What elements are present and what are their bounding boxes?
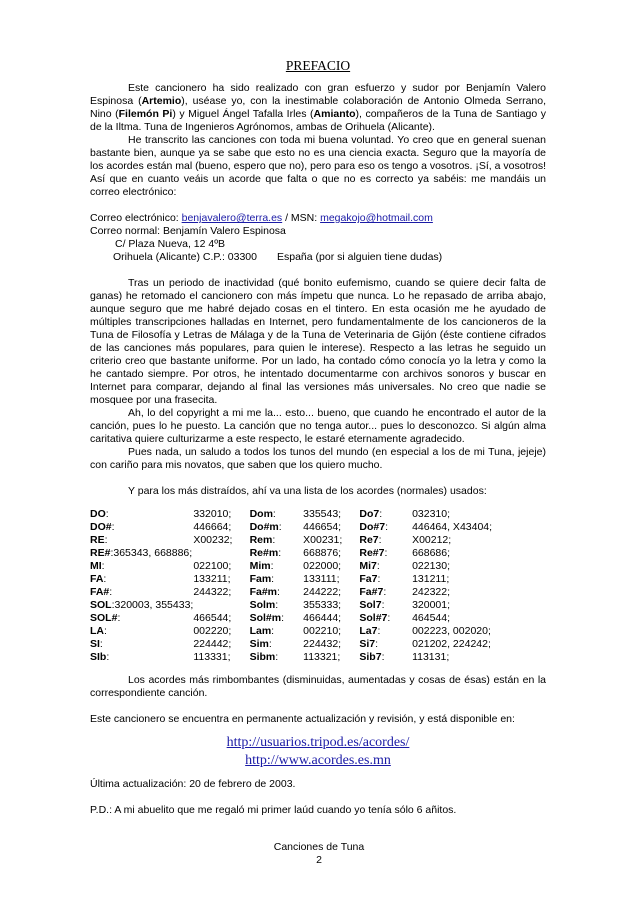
chord-name: LA [90, 625, 104, 637]
chord-fingering: 446654; [303, 521, 342, 533]
chord-name: Dom [249, 508, 273, 520]
chord-name: Rem [249, 534, 273, 546]
chord-name: Sol7 [359, 599, 382, 611]
chord-name: Fa#m [249, 586, 278, 598]
body-paragraph-5: Pues nada, un saludo a todos los tunos del mundo (en especial a los de mi Tuna, jejeje) con cariño para mis novatos, que saben que los quiero mucho. [90, 446, 546, 471]
chord-fingering: 133211; [193, 573, 231, 585]
chord-fingering: 320001; [412, 599, 451, 611]
chord-fingering: 244222; [303, 586, 342, 598]
chord-fingering: X00212; [412, 534, 452, 546]
chord-name: Sib7 [359, 651, 382, 663]
closing-paragraph-8: Este cancionero se encuentra en permanente actualización y revisión, y está disponible en: [90, 713, 515, 725]
postal-country: España (por si alguien tiene dudas) [276, 251, 443, 263]
chord-name: Re#7 [359, 547, 385, 559]
closing-paragraph-7: Los acordes más rimbombantes (disminuidas, aumentadas y cosas de ésas) están en la correspondiente canción. [90, 674, 546, 699]
chord-fingering: 021202, 224242; [412, 638, 491, 650]
chord-fingering: 113321; [303, 651, 341, 663]
body-paragraph-4: Ah, lo del copyright a mi me la... esto... bueno, que cuando he encontrado el autor de la canción, pues lo he puesto. La canción que no tenga autor... pues lo desconozco. Si algún alma caritativa quiere culturizarme a este respecto, le estaré eternamente agradecido. [90, 407, 546, 445]
chord-fingering: 032310; [412, 508, 451, 520]
chord-fingering: 446464, X43404; [412, 521, 493, 533]
chord-fingering: 002220; [193, 625, 232, 637]
chord-row: SOL:320003, 355433; Solm: 355333; Sol7: 320001; [90, 599, 546, 612]
chord-fingering: 466444; [303, 612, 342, 624]
chords-intro: Y para los más distraídos, ahí va una lista de los acordes (normales) usados: [128, 485, 487, 497]
email-link[interactable]: benjavalero@terra.es [181, 212, 283, 224]
chord-fingering: 022100; [193, 560, 232, 572]
chord-fingering: 242322; [412, 586, 451, 598]
chords-table [90, 508, 546, 664]
chord-fingering [193, 599, 249, 612]
chord-name: SIb [90, 651, 107, 663]
intro-paragraph-1: Este cancionero ha sido realizado con gran esfuerzo y sudor por Benjamín Valero Espinosa (Artemio), uséase yo, con la inestimable colaboración de Antonio Olmeda Serrano, Nino (Filemón Pi) y Miguel Ángel Tafalla Irles (Amianto), compañeros de la Tuna de Santiago y de la Iltma. Tuna de Ingenieros Agrónomos, ambas de Orihuela (Alicante). [90, 82, 547, 133]
chord-fingering: 022130; [412, 560, 451, 572]
chord-fingering: X00231; [303, 534, 343, 546]
chord-name: Sol#m [249, 612, 282, 624]
chord-name: Sibm [249, 651, 276, 663]
chord-name: SOL [90, 599, 112, 611]
chord-fingering: 464544; [412, 612, 451, 624]
chord-fingering: 131211; [412, 573, 450, 585]
chord-row: SOL#: 466544; Sol#m: 466444; Sol#7: 464544; [90, 612, 546, 625]
chord-name: Solm [249, 599, 276, 611]
chord-fingering: 335543; [303, 508, 342, 520]
chord-fingering: 002223, 002020; [412, 625, 491, 637]
chord-row: RE#:365343, 668886; Re#m: 668876; Re#7: 668686; [90, 547, 546, 560]
chord-name: Re7 [359, 534, 379, 546]
chord-fingering: 355333; [303, 599, 342, 611]
chord-name: RE# [90, 547, 111, 559]
chord-fingering: X00232; [193, 534, 233, 546]
page-title: PREFACIO [285, 58, 351, 73]
chord-fingering: 446664; [193, 521, 232, 533]
url-link-2[interactable]: http://www.acordes.es.mn [245, 753, 391, 768]
chord-name: Lam [249, 625, 272, 637]
chord-row: MI: 022100; Mim: 022000; Mi7: 022130; [90, 560, 546, 573]
chord-row: DO#: 446664; Do#m: 446654; Do#7: 446464, X43404; [90, 521, 546, 534]
chord-row: SI: 224442; Sim: 224432; Si7: 021202, 224242; [90, 638, 546, 651]
postal-street: C/ Plaza Nueva, 12 4ºB [115, 238, 226, 250]
intro-paragraph-2: He transcrito las canciones con toda mi buena voluntad. Yo creo que en general suenan bastante bien, aunque ya se sabe que esto no es una ciencia exacta. Seguro que la mayoría de los acordes están mal (bueno, espero que no), pero para eso os tengo a vosotros. ¡Sí, a vosotros! Así que en cuanto veáis un acorde que falta o que no es correcto ya sabéis: me mandáis un correo electrónico: [90, 134, 546, 198]
chord-name: La7 [359, 625, 378, 637]
chord-name: SI [90, 638, 100, 650]
chord-name: Mim [249, 560, 271, 572]
page-footer [0, 841, 638, 867]
chord-fingering [193, 547, 249, 560]
chord-row: RE: X00232; Rem: X00231; Re7: X00212; [90, 534, 546, 547]
chord-fingering: 668686; [412, 547, 451, 559]
chord-name: Fa7 [359, 573, 378, 585]
chord-row: LA: 002220; Lam: 002210; La7: 002223, 002020; [90, 625, 546, 638]
last-update: Última actualización: 20 de febrero de 2003. [90, 778, 296, 790]
postal-label: Correo normal: Benjamín Valero Espinosa [90, 225, 286, 237]
chord-name: FA# [90, 586, 110, 598]
msn-link[interactable]: megakojo@hotmail.com [320, 212, 433, 224]
body-paragraph-3: Tras un periodo de inactividad (qué bonito eufemismo, cuando se quiere decir falta de ganas) he retomado el cancionero con más ímpetu que nunca. Lo he repasado de arriba abajo, aunque seguro que me habré dejado cosas en el tintero. En esta ocasión me he ayudado de múltiples transcripciones halladas en Internet, pero fundamentalmente de los cancioneros de la Tuna de Filosofía y Letras de Málaga y de la Tuna de Veterinaria de Gijón (éste contiene cifrados de las canciones más populares, para quien le interese). Respecto a las letras he seguido un criterio creo que bastante uniforme. Por un lado, ha contado cómo conocía yo la letra y como la he cantado siempre. Por otros, he intentado documentarme con archivos sonoros y buscar en Internet para comparar, dejando al final las versiones más universales. No creo que nadie se mosquee por una frasecita. [90, 277, 546, 406]
chord-name: RE [90, 534, 105, 546]
chord-name: Si7 [359, 638, 376, 650]
postal-city: Orihuela (Alicante) C.P.: 03300 España (por si alguien tiene dudas) [113, 251, 443, 263]
chord-fingering: 224432; [303, 638, 342, 650]
chord-row: DO: 332010; Dom: 335543; Do7: 032310; [90, 508, 546, 521]
url-block [90, 734, 546, 770]
chord-fingering: 002210; [303, 625, 342, 637]
chord-fingering: 113331; [193, 651, 231, 663]
chord-name: Sim [249, 638, 269, 650]
chord-name: Mi7 [359, 560, 377, 572]
chord-name: Do#m [249, 521, 279, 533]
chord-fingering: 022000; [303, 560, 342, 572]
postscript: P.D.: A mi abuelito que me regaló mi primer laúd cuando yo tenía sólo 6 añitos. [90, 804, 457, 816]
chord-fingering: 668876; [303, 547, 342, 559]
chord-name: Fam [249, 573, 272, 585]
chord-fingering: 244322; [193, 586, 232, 598]
chord-row: FA: 133211; Fam: 133111; Fa7: 131211; [90, 573, 546, 586]
chord-name: Do#7 [359, 521, 386, 533]
chord-fingering: 113131; [412, 651, 450, 663]
chord-row: SIb: 113331; Sibm: 113321; Sib7: 113131; [90, 651, 546, 664]
footer-title: Canciones de Tuna [273, 841, 365, 853]
url-link-1[interactable]: http://usuarios.tripod.es/acordes/ [226, 735, 410, 750]
chord-name: MI [90, 560, 102, 572]
chord-fingering: 133111; [303, 573, 340, 585]
chord-fingering: 466544; [193, 612, 232, 624]
document-page [90, 58, 546, 817]
chord-name: Sol#7 [359, 612, 388, 624]
chord-row: FA#: 244322; Fa#m: 244222; Fa#7: 242322; [90, 586, 546, 599]
chord-name: Re#m [249, 547, 279, 559]
chord-fingering: 224442; [193, 638, 232, 650]
chord-name: DO# [90, 521, 112, 533]
chord-name: DO [90, 508, 106, 520]
page-number: 2 [316, 854, 322, 866]
chord-fingering: 332010; [193, 508, 232, 520]
chord-name: Fa#7 [359, 586, 384, 598]
chord-name: FA [90, 573, 104, 585]
chord-name: Do7 [359, 508, 380, 520]
chord-name: SOL# [90, 612, 118, 624]
email-line: Correo electrónico: benjavalero@terra.es / MSN: megakojo@hotmail.com [90, 212, 433, 224]
